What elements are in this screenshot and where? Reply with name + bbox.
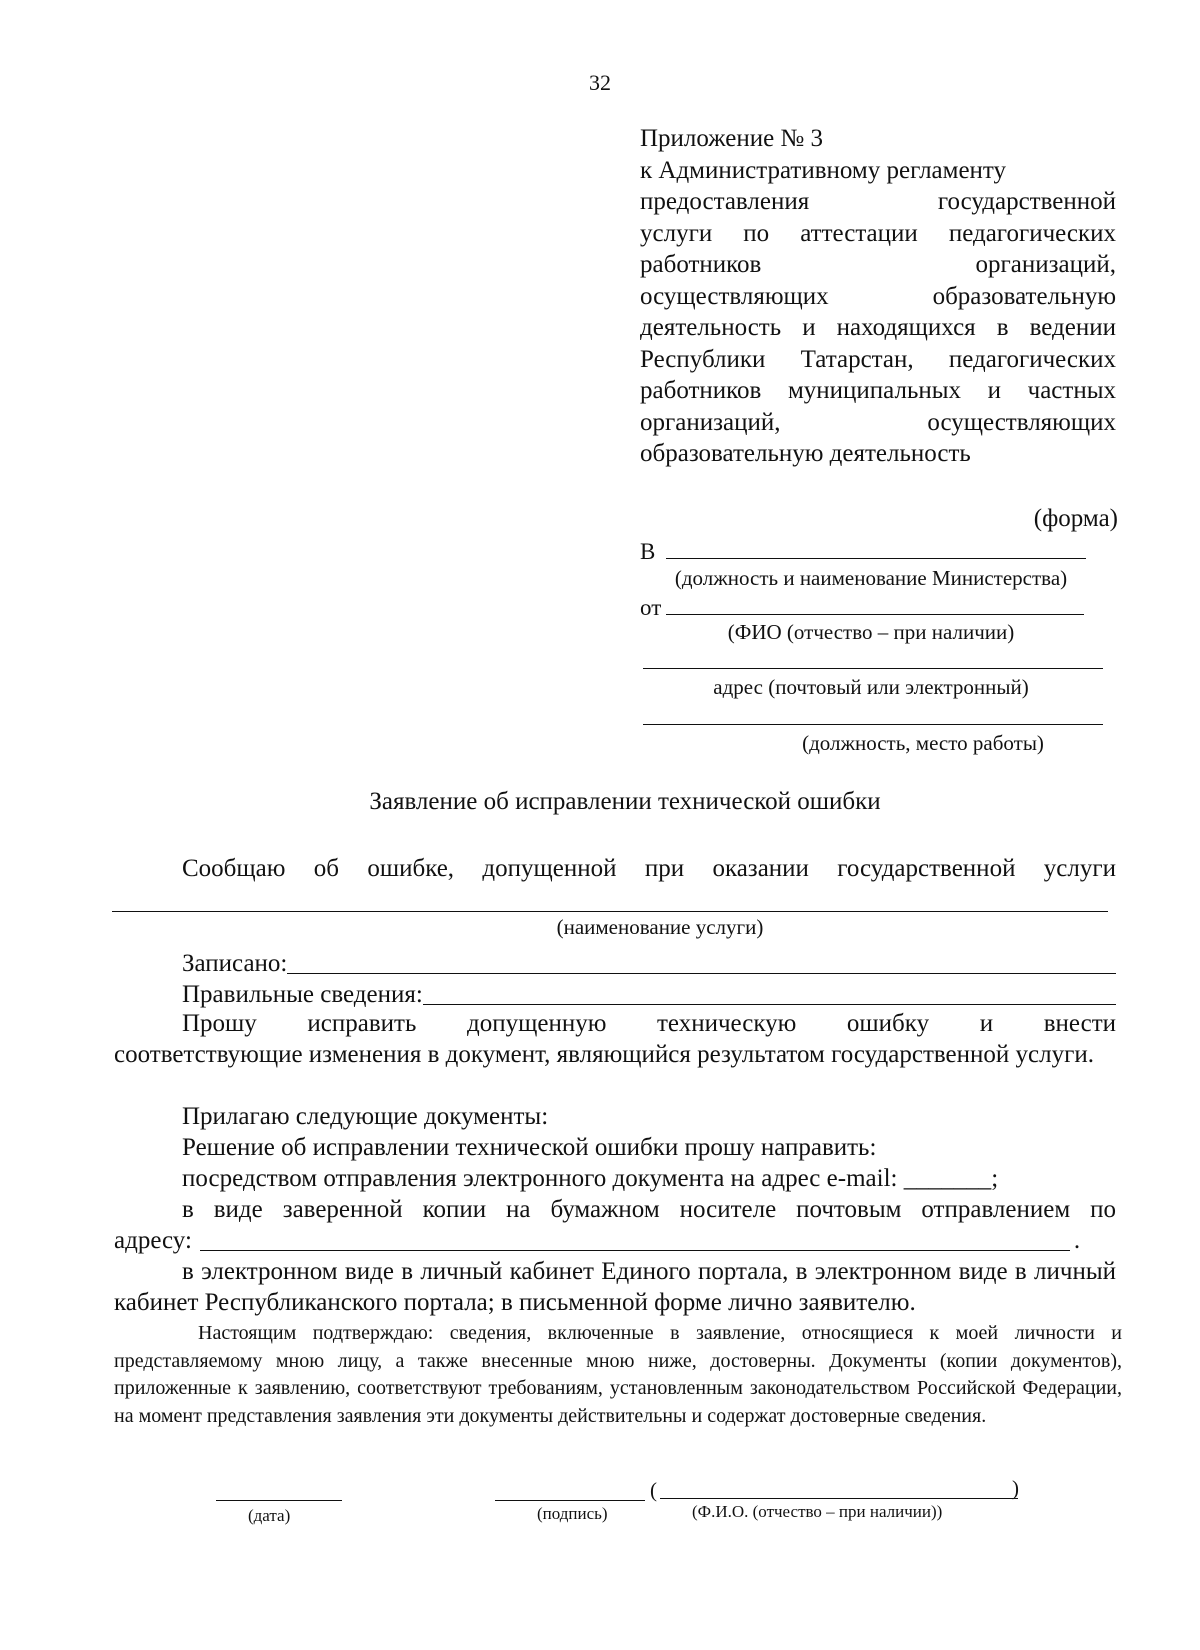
address-row xyxy=(114,1225,1116,1256)
position-blank-line xyxy=(643,724,1103,725)
signature-caption: (подпись) xyxy=(537,1504,608,1523)
to-blank-line xyxy=(666,536,1086,559)
appendix-line: к Административному регламенту xyxy=(640,156,1007,184)
address-blank-line xyxy=(200,1226,1070,1251)
appendix-header xyxy=(640,123,1116,470)
correct-label: Правильные сведения: xyxy=(182,981,423,1008)
address-label: адресу: xyxy=(114,1227,192,1254)
to-prefix: В xyxy=(640,539,656,564)
address-blank-line xyxy=(643,668,1103,669)
fio-paren-open: ( xyxy=(650,1478,657,1502)
from-blank-line xyxy=(666,592,1084,615)
correct-blank-line xyxy=(423,980,1116,1005)
email-blank: _______; xyxy=(903,1165,999,1192)
form-label: (форма) xyxy=(1033,505,1118,532)
to-caption: (должность и наименование Министерства) xyxy=(674,566,1068,590)
report-line: Сообщаю об ошибке, допущенной при оказании государственной услуги xyxy=(182,855,1116,882)
appendix-line: Республики Татарстан, педагогических xyxy=(640,345,1116,373)
date-caption: (дата) xyxy=(248,1506,291,1525)
written-row xyxy=(114,948,1116,979)
appendix-line: Приложение № 3 xyxy=(640,125,824,152)
document-title: Заявление об исправлении технической ошибки xyxy=(369,788,881,815)
appendix-line: осуществляющих образовательную xyxy=(640,282,1116,310)
page-number: 32 xyxy=(589,70,611,95)
fio-paren-close: ) xyxy=(1012,1476,1019,1500)
appendix-line: образовательную деятельность xyxy=(640,440,971,467)
email-row xyxy=(114,1163,1116,1194)
service-caption: (наименование услуги) xyxy=(556,915,764,939)
service-blank-line xyxy=(112,911,1108,912)
fio-caption: (Ф.И.О. (отчество – при наличии)) xyxy=(692,1502,943,1521)
address-caption: адрес (почтовый или электронный) xyxy=(713,675,1029,699)
appendix-line: деятельность и находящихся в ведении xyxy=(640,314,1116,341)
appendix-line: работников муниципальных и частных xyxy=(640,377,1116,404)
from-caption: (ФИО (отчество – при наличии) xyxy=(727,620,1015,644)
request-rest: соответствующие изменения в документ, являющийся результатом государственной услуги. xyxy=(114,1041,1094,1068)
signature-blank-line xyxy=(495,1500,645,1501)
correct-row xyxy=(114,979,1116,1010)
written-label: Записано: xyxy=(182,950,288,977)
fio-blank-line xyxy=(660,1498,1018,1499)
request-line: Прошу исправить допущенную техническую ошибку и внести xyxy=(182,1010,1116,1037)
appendix-line: услуги по аттестации педагогических xyxy=(640,219,1116,247)
address-end: . xyxy=(1073,1227,1081,1254)
email-line-text: посредством отправления электронного документа на адрес e-mail: xyxy=(182,1165,898,1192)
attach-line: Прилагаю следующие документы: xyxy=(182,1103,549,1130)
appendix-line: организаций, осуществляющих xyxy=(640,408,1116,436)
recipient-to-row xyxy=(640,536,1100,565)
written-blank-line xyxy=(287,949,1116,974)
appendix-line: работников организаций, xyxy=(640,251,1116,278)
recipient-from-row xyxy=(640,592,1100,621)
position-caption: (должность, место работы) xyxy=(802,731,1044,755)
portal-line: в электронном виде в личный кабинет Единого портала, в электронном виде в личный кабинет Республиканского портала; в письменной форме лично заявителю. xyxy=(114,1258,1116,1316)
date-blank-line xyxy=(216,1500,342,1501)
from-prefix: от xyxy=(640,595,662,620)
paper-line: в виде заверенной копии на бумажном носителе почтовым отправлением по xyxy=(182,1196,1116,1223)
appendix-line: предоставления государственной xyxy=(640,188,1116,215)
confirm-text: Настоящим подтверждаю: сведения, включенные в заявление, относящиеся к моей личности и представляемому мною лицу, а также внесенные мною ниже, достоверны. Документы (копии документов), приложенные к заявлению, соответствуют требованиям, установленным законодательством Российской Федерации, на момент представления заявления эти документы действительны и содержат достоверные сведения. xyxy=(114,1322,1122,1427)
decision-line: Решение об исправлении технической ошибки прошу направить: xyxy=(182,1134,877,1161)
